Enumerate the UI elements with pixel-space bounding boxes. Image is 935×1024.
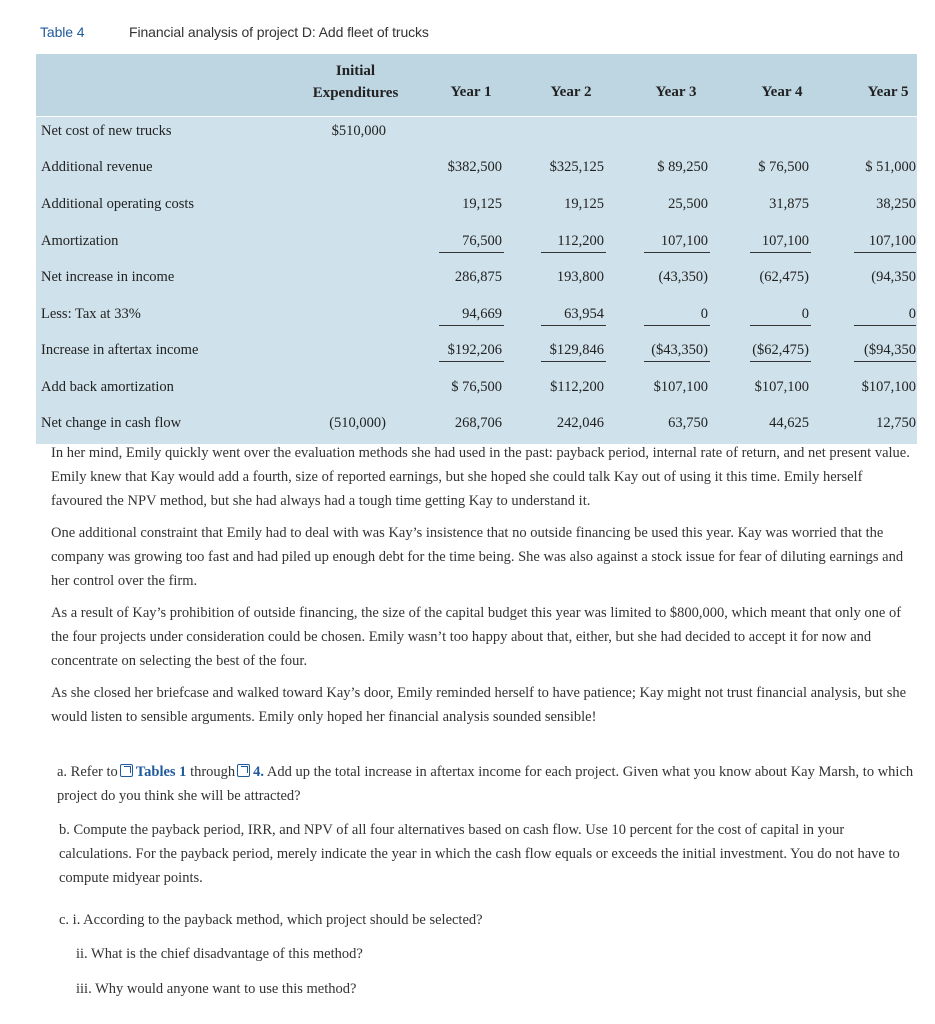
header-divider <box>36 116 917 117</box>
table-cell: $107,100 <box>754 379 809 395</box>
header-initial-line2: Expenditures <box>312 85 399 101</box>
row-label: Net change in cash flow <box>41 415 182 431</box>
table-cell: 0 <box>908 306 916 322</box>
table-cell: 107,100 <box>761 233 809 249</box>
row-label: Less: Tax at 33% <box>41 306 141 322</box>
external-link-icon <box>120 764 133 777</box>
underline-rule <box>854 361 916 362</box>
table-cell: $ 51,000 <box>865 159 916 175</box>
header-year-2: Year 2 <box>550 84 592 100</box>
table-cell: 0 <box>700 306 708 322</box>
header-initial-line1: Initial <box>335 63 376 79</box>
underline-rule <box>439 325 504 326</box>
row-label: Net cost of new trucks <box>41 123 172 139</box>
table-cell: 193,800 <box>556 269 604 285</box>
row-label: Additional operating costs <box>41 196 195 212</box>
table-cell: $129,846 <box>549 342 604 358</box>
table-cell: $ 89,250 <box>657 159 708 175</box>
table-title: Financial analysis of project D: Add fleet of trucks <box>129 24 429 40</box>
header-year-1: Year 1 <box>450 84 492 100</box>
table-cell: (94,350 <box>871 269 916 285</box>
underline-rule <box>750 252 811 253</box>
underline-rule <box>644 252 710 253</box>
underline-rule <box>854 325 916 326</box>
underline-rule <box>541 325 606 326</box>
underline-rule <box>541 361 606 362</box>
table-cell: 0 <box>801 306 809 322</box>
table-cell: 12,750 <box>876 415 916 431</box>
paragraph: One additional constraint that Emily had to deal with was Kay’s insistence that no outside financing be used this year. Kay was worried that the company was growing too fast and had piled up enough debt for the time being. She was also against a stock issue for fear of diluting earnings and her control over the firm. <box>51 525 904 589</box>
question-c-iii: iii. Why would anyone want to use this method? <box>76 981 357 997</box>
header-year-4: Year 4 <box>761 84 803 100</box>
table-cell: $107,100 <box>653 379 708 395</box>
table-cell: 19,125 <box>564 196 604 212</box>
table-cell: 38,250 <box>876 196 916 212</box>
underline-rule <box>750 361 811 362</box>
table-cell: $112,200 <box>550 379 604 395</box>
table-cell: (62,475) <box>759 269 809 285</box>
table-cell: 76,500 <box>462 233 502 249</box>
question-a-through: through <box>190 764 236 780</box>
header-initial-expenditures <box>298 60 413 104</box>
table-cell: ($62,475) <box>752 342 809 358</box>
table-4-link[interactable]: 4. <box>253 764 265 780</box>
table-cell: (510,000) <box>329 415 386 431</box>
table-cell: 242,046 <box>556 415 604 431</box>
table-cell: 31,875 <box>769 196 809 212</box>
table-caption <box>40 24 429 40</box>
narrative <box>51 441 915 737</box>
underline-rule <box>439 361 504 362</box>
table-cell: 107,100 <box>660 233 708 249</box>
table-cell: 286,875 <box>454 269 502 285</box>
table-cell: 268,706 <box>454 415 502 431</box>
paragraph: As a result of Kay’s prohibition of outside financing, the size of the capital budget this year was limited to $800,000, which meant that only one of the four projects under consideration could be chosen. Emily wasn’t too happy about that, either, but she had decided to accept it for now and concentrate on selecting the best of the four. <box>51 605 902 669</box>
table-cell: $192,206 <box>447 342 502 358</box>
paragraph: In her mind, Emily quickly went over the evaluation methods she had used in the past: payback period, internal rate of return, and net present value. Emily knew that Kay would add a fourth, size of reported earnings, but she hoped she could talk Kay out of using it this time. Emily herself favoured the NPV method, but she had always had a tough time getting Kay to understand it. <box>51 445 910 509</box>
table-cell: $325,125 <box>549 159 604 175</box>
underline-rule <box>644 361 710 362</box>
table-cell: $ 76,500 <box>451 379 502 395</box>
table-cell: 19,125 <box>462 196 502 212</box>
question-a <box>57 760 915 808</box>
table-cell: (43,350) <box>658 269 708 285</box>
table-cell: $107,100 <box>861 379 916 395</box>
paragraph: As she closed her briefcase and walked toward Kay’s door, Emily reminded herself to have patience; Kay might not trust financial analysis, but she would listen to sensible arguments. Emily only hoped her financial analysis sounded sensible! <box>51 685 907 725</box>
question-a-prefix: a. Refer to <box>57 764 118 780</box>
question-b-text: b. Compute the payback period, IRR, and NPV of all four alternatives based on cash flow. Use 10 percent for the cost of capital in your calculations. For the payback period, merely indicate the year in which the cash flow equals or exceeds the initial investment. You do not have to compute midyear points. <box>59 822 900 886</box>
table-cell: ($94,350 <box>864 342 916 358</box>
table-cell: 107,100 <box>868 233 916 249</box>
header-year-3: Year 3 <box>655 84 697 100</box>
underline-rule <box>644 325 710 326</box>
table-number: Table 4 <box>40 24 85 40</box>
table-cell: $382,500 <box>447 159 502 175</box>
external-link-icon <box>237 764 250 777</box>
row-label: Additional revenue <box>41 159 153 175</box>
question-a-text: Add up the total increase in aftertax income for each project. Given what you know about Kay Marsh, to which project do you think she will be attracted? <box>57 764 914 804</box>
table-cell: ($43,350) <box>651 342 708 358</box>
table-cell: 25,500 <box>668 196 708 212</box>
question-b <box>59 818 915 890</box>
tables-1-link[interactable]: Tables 1 <box>135 764 187 780</box>
table-cell: 63,954 <box>564 306 604 322</box>
table-cell: $510,000 <box>331 123 386 139</box>
table-cell: 63,750 <box>668 415 708 431</box>
underline-rule <box>750 325 811 326</box>
table-cell: $ 76,500 <box>758 159 809 175</box>
question-c-ii: ii. What is the chief disadvantage of this method? <box>76 946 363 962</box>
table-cell: 44,625 <box>769 415 809 431</box>
row-label: Amortization <box>41 233 119 249</box>
financial-table <box>36 54 917 444</box>
table-cell: 94,669 <box>462 306 502 322</box>
table-cell: 112,200 <box>557 233 604 249</box>
row-label: Add back amortization <box>41 379 174 395</box>
underline-rule <box>439 252 504 253</box>
header-year-5: Year 5 <box>867 84 909 100</box>
question-c-i: c. i. According to the payback method, which project should be selected? <box>59 912 483 928</box>
row-label: Increase in aftertax income <box>41 342 199 358</box>
underline-rule <box>541 252 606 253</box>
row-label: Net increase in income <box>41 269 175 285</box>
underline-rule <box>854 252 916 253</box>
